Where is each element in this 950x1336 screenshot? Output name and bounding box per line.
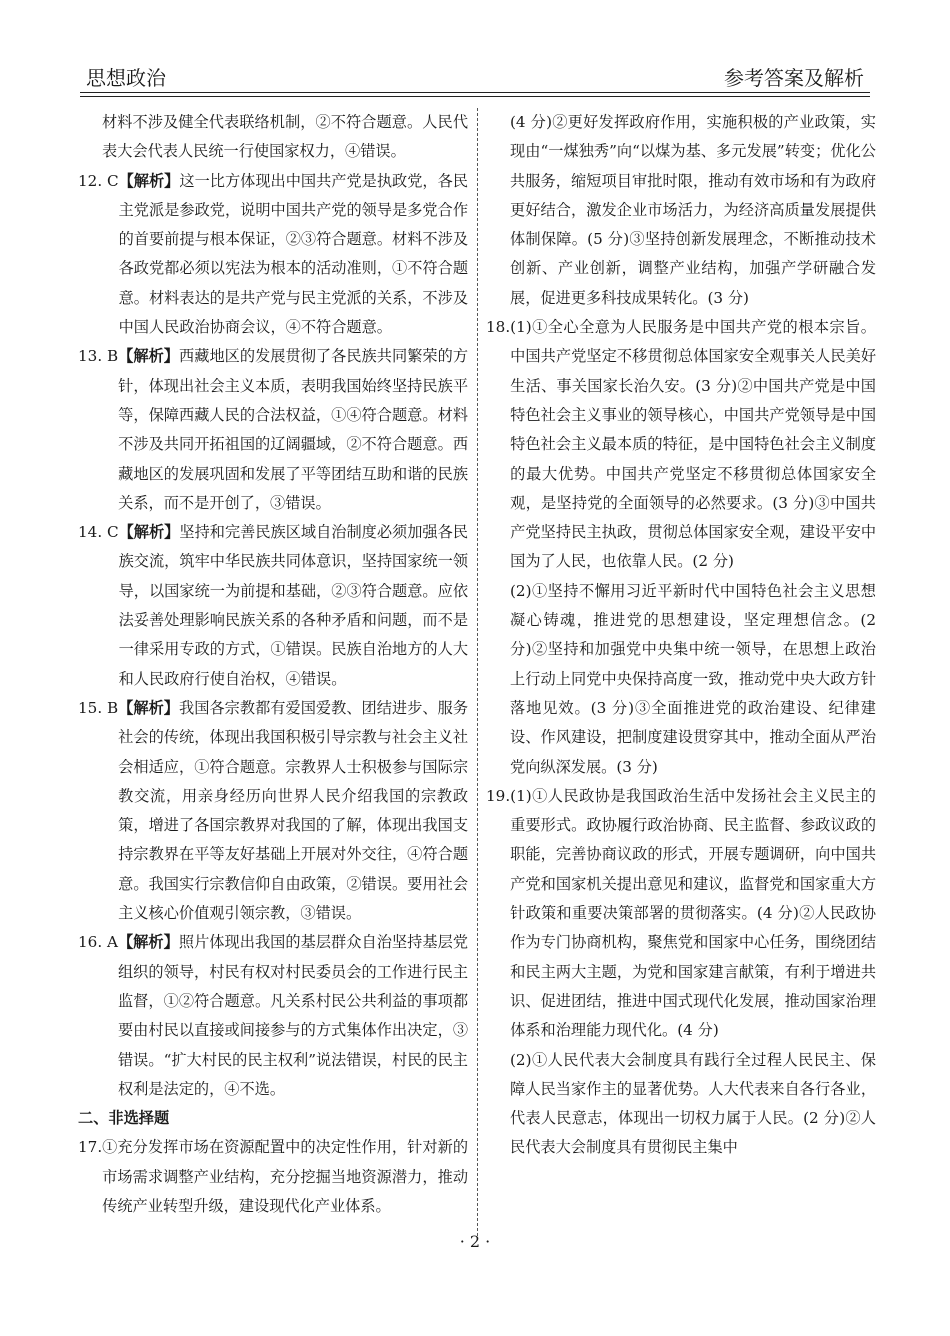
- answer-text-part-2: (2)①人民代表大会制度具有践行全过程人民民主、保障人民当家作主的显著优势。人大代表来自各行各业，代表人民意志，体现出一切权力属于人民。(2 分)②人民代表大会制度具有贯彻民主集中: [510, 1050, 876, 1157]
- answer-item-14: [78, 518, 468, 694]
- analysis-tag: 【解析】: [118, 171, 180, 190]
- continued-answer-17: (4 分)②更好发挥政府作用，实施积极的产业政策，实现由“一煤独秀”向“以煤为基、多元发展”转变；优化公共服务，缩短项目审批时限，推动有效市场和有为政府更好结合，激发企业市场活力，为经济高质量发展提供体制保障。(5 分)③坚持创新发展理念，不断推动技术创新、产业创新，调整产业结构，加强产学研融合发展，促进更多科技成果转化。(3 分): [510, 113, 876, 307]
- answer-text: 照片体现出我国的基层群众自治坚持基层党组织的领导，村民有权对村民委员会的工作进行民主监督，①②符合题意。凡关系村民公共利益的事项都要由村民以直接或间接参与的方式集体作出决定，③错误。“扩大村民的民主权利”说法错误，村民的民主权利是法定的，④不选。: [117, 933, 469, 1098]
- answer-number: 15. B: [78, 698, 119, 717]
- answer-item-17: [78, 1133, 468, 1221]
- answer-number: 19.: [486, 786, 511, 805]
- answer-text-part-1: (1)①全心全意为人民服务是中国共产党的根本宗旨。中国共产党坚定不移贯彻总体国家安全观事关人民美好生活、事关国家长治久安。(3 分)②中国共产党是中国特色社会主义事业的领导核心，中国共产党领导是中国特色社会主义最本质的特征，是中国特色社会主义制度的最大优势。中国共产党坚定不移贯彻总体国家安全观，是坚持党的全面领导的必然要求。(3 分)③中国共产党坚持民主执政，贯彻总体国家安全观，建设平安中国为了人民，也依靠人民。(2 分): [510, 318, 876, 571]
- answer-text-part-1: (1)①人民政协是我国政治生活中发扬社会主义民主的重要形式。政协履行政治协商、民主监督、参政议政的职能，完善协商议政的形式，开展专题调研，向中国共产党和国家机关提出意见和建议，监督党和国家重大方针政策和重要决策部署的贯彻落实。(4 分)②人民政协作为专门协商机构，聚焦党和国家中心任务，围绕团结和民主两大主题，为党和国家建言献策，有利于增进共识、促进团结，推进中国式现代化发展，推动国家治理体系和治理能力现代化。(4 分): [510, 786, 876, 1040]
- answer-item-16: [78, 928, 468, 1104]
- section-title: 参考答案及解析: [724, 66, 864, 90]
- answer-item-19: [486, 782, 876, 1046]
- header-rule-thick: [80, 92, 870, 93]
- continued-answer-11: 材料不涉及健全代表联络机制，②不符合题意。人民代表大会代表人民统一行使国家权力，④错误。: [102, 113, 468, 161]
- answer-item-18: [486, 313, 876, 577]
- answer-text: ①充分发挥市场在资源配置中的决定性作用，针对新的市场需求调整产业结构，充分挖掘当地资源潜力，推动传统产业转型升级，建设现代化产业体系。: [102, 1138, 468, 1215]
- answer-text: 坚持和完善民族区域自治制度必须加强各民族交流，筑牢中华民族共同体意识，坚持国家统一领导，以国家统一为前提和基础，②③符合题意。应依法妥善处理影响民族关系的各种矛盾和问题，而不是一律采用专政的方式，①错误。民族自治地方的人大和人民政府行使自治权，④错误。: [118, 523, 469, 688]
- answer-item-13: [78, 342, 468, 518]
- header-rule-thin: [80, 96, 870, 97]
- answer-number: 14. C: [78, 523, 119, 542]
- answer-number: 16. A: [78, 933, 118, 952]
- answer-number: 17.: [78, 1138, 103, 1157]
- analysis-tag: 【解析】: [117, 933, 179, 952]
- answer-text: 西藏地区的发展贯彻了各民族共同繁荣的方针，体现出社会主义本质，表明我国始终坚持民族平等，保障西藏人民的合法权益，①④符合题意。材料不涉及共同开拓祖国的辽阔疆域，②不符合题意。西藏地区的发展巩固和发展了平等团结互助和谐的民族关系，而不是开创了，③错误。: [118, 347, 469, 512]
- answer-item-15: [78, 694, 468, 928]
- analysis-tag: 【解析】: [118, 523, 180, 542]
- analysis-tag: 【解析】: [118, 347, 180, 366]
- analysis-tag: 【解析】: [118, 698, 180, 717]
- page-header: [80, 62, 870, 92]
- left-column: [78, 108, 468, 1221]
- non-choice-section-heading: 二、非选择题: [78, 1109, 170, 1128]
- column-divider: [477, 108, 478, 1236]
- answer-number: 12. C: [78, 171, 119, 190]
- right-column: [486, 108, 876, 1163]
- answer-text: 我国各宗教都有爱国爱教、团结进步、服务社会的传统，体现出我国积极引导宗教与社会主义社会相适应，①符合题意。宗教界人士积极参与国际宗教交流，用亲身经历向世界人民介绍我国的宗教政策，增进了各国宗教界对我国的了解，体现出我国支持宗教界在平等友好基础上开展对外交往，④符合题意。我国实行宗教信仰自由政策，②错误。要用社会主义核心价值观引领宗教，③错误。: [118, 698, 469, 923]
- answer-text: 这一比方体现出中国共产党是执政党，各民主党派是参政党，说明中国共产党的领导是多党合作的首要前提与根本保证，②③符合题意。材料不涉及各政党都必须以宪法为根本的活动准则，①不符合题意。材料表达的是共产党与民主党派的关系，不涉及中国人民政治协商会议，④不符合题意。: [118, 171, 469, 337]
- subject-title: 思想政治: [86, 66, 166, 90]
- page-number: · 2 ·: [459, 1232, 491, 1251]
- answer-item-12: [78, 167, 468, 343]
- answer-number: 13. B: [78, 347, 119, 366]
- answer-text-part-2: (2)①坚持不懈用习近平新时代中国特色社会主义思想凝心铸魂，推进党的思想建设，坚定理想信念。(2 分)②坚持和加强党中央集中统一领导，在思想上政治上行动上同党中央保持高度一致，推动党中央大政方针落地见效。(3 分)③全面推进党的政治建设、纪律建设、作风建设，把制度建设贯穿其中，推动全面从严治党向纵深发展。(3 分): [510, 581, 876, 776]
- answer-number: 18.: [486, 318, 511, 337]
